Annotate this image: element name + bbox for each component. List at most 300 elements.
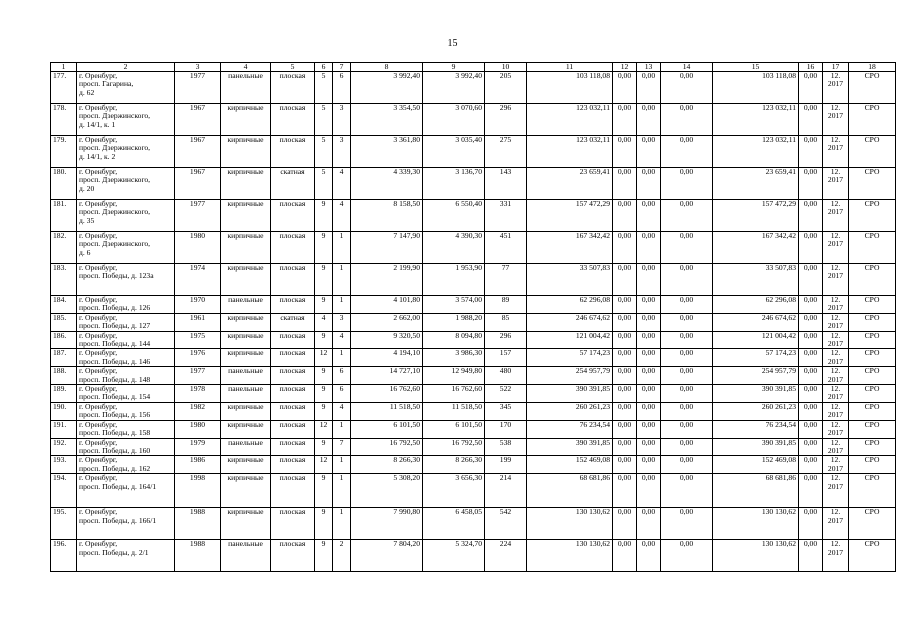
col13-cell: 0,00 bbox=[637, 136, 661, 168]
residents-cell: 538 bbox=[485, 438, 527, 456]
year-cell: 1967 bbox=[175, 104, 221, 136]
col13-cell: 0,00 bbox=[637, 508, 661, 540]
residents-cell: 199 bbox=[485, 456, 527, 474]
col12-cell: 0,00 bbox=[613, 456, 637, 474]
address-line: г. Оренбург, bbox=[79, 539, 118, 549]
address-line: просп. Победы, д. 154 bbox=[79, 392, 151, 402]
col13-cell: 0,00 bbox=[637, 168, 661, 200]
col13-cell: 0,00 bbox=[637, 385, 661, 403]
method-cell: СРО bbox=[849, 367, 896, 385]
col12-cell: 0,00 bbox=[613, 474, 637, 508]
entrances-cell: 4 bbox=[333, 168, 351, 200]
col14-cell: 0,00 bbox=[661, 104, 713, 136]
residents-cell: 345 bbox=[485, 402, 527, 420]
table-body bbox=[51, 72, 896, 572]
roof-type-cell: плоская bbox=[271, 72, 315, 104]
living-area-cell: 16 762,60 bbox=[423, 385, 485, 403]
address-line: д. 35 bbox=[79, 215, 95, 225]
residents-cell: 85 bbox=[485, 313, 527, 331]
row-number-cell: 180. bbox=[51, 168, 77, 200]
address-line: просп. Победы, д. 123а bbox=[79, 271, 154, 281]
column-number-header-row bbox=[51, 63, 896, 72]
completion-term-line: 2017 bbox=[827, 175, 844, 185]
address-line: г. Оренбург, bbox=[79, 135, 118, 144]
year-cell: 1975 bbox=[175, 331, 221, 349]
year-cell: 1977 bbox=[175, 200, 221, 232]
completion-term-cell bbox=[823, 104, 849, 136]
col16-cell: 0,00 bbox=[799, 331, 823, 349]
total-cost-cell: 167 342,42 bbox=[527, 232, 613, 264]
total-area-cell: 5 308,20 bbox=[351, 474, 423, 508]
col13-cell: 0,00 bbox=[637, 200, 661, 232]
table-row bbox=[51, 296, 896, 314]
total-area-cell: 9 320,50 bbox=[351, 331, 423, 349]
wall-material-cell: кирпичные bbox=[221, 104, 271, 136]
method-cell: СРО bbox=[849, 296, 896, 314]
address-line: г. Оренбург, bbox=[79, 199, 118, 208]
address-cell bbox=[77, 200, 175, 232]
entrances-cell: 1 bbox=[333, 232, 351, 264]
completion-term-line: 2017 bbox=[827, 481, 844, 491]
col15-cell: 130 130,62 bbox=[713, 540, 799, 572]
table-row bbox=[51, 420, 896, 438]
completion-term-line: 2017 bbox=[827, 207, 844, 217]
completion-term-line: 12. bbox=[830, 420, 841, 429]
row-number-cell: 179. bbox=[51, 136, 77, 168]
row-number-cell: 196. bbox=[51, 540, 77, 572]
address-cell bbox=[77, 540, 175, 572]
col12-cell: 0,00 bbox=[613, 72, 637, 104]
col16-cell: 0,00 bbox=[799, 313, 823, 331]
completion-term-line: 12. bbox=[830, 507, 841, 517]
completion-term-line: 12. bbox=[830, 384, 841, 394]
col16-cell: 0,00 bbox=[799, 104, 823, 136]
completion-term-line: 2017 bbox=[827, 374, 844, 384]
roof-type-cell: плоская bbox=[271, 402, 315, 420]
wall-material-cell: панельные bbox=[221, 367, 271, 385]
completion-term-line: 2017 bbox=[827, 356, 844, 366]
completion-term-cell bbox=[823, 456, 849, 474]
completion-term-line: 2017 bbox=[827, 445, 844, 455]
col12-cell: 0,00 bbox=[613, 385, 637, 403]
completion-term-line: 12. bbox=[830, 231, 841, 240]
total-area-cell: 3 354,50 bbox=[351, 104, 423, 136]
completion-term-line: 2017 bbox=[827, 111, 844, 121]
entrances-cell: 7 bbox=[333, 438, 351, 456]
col12-cell: 0,00 bbox=[613, 136, 637, 168]
total-cost-cell: 130 130,62 bbox=[527, 540, 613, 572]
address-line: просп. Победы, д. 164/1 bbox=[79, 481, 157, 491]
floors-cell: 9 bbox=[315, 508, 333, 540]
completion-term-line: 2017 bbox=[827, 143, 844, 153]
year-cell: 1977 bbox=[175, 367, 221, 385]
wall-material-cell: кирпичные bbox=[221, 264, 271, 296]
completion-term-line: 12. bbox=[830, 263, 841, 272]
address-line: просп. Победы, д. 166/1 bbox=[79, 515, 157, 525]
method-cell: СРО bbox=[849, 385, 896, 403]
living-area-cell: 5 324,70 bbox=[423, 540, 485, 572]
row-number-cell: 189. bbox=[51, 385, 77, 403]
column-number-header: 12 bbox=[613, 63, 637, 72]
col13-cell: 0,00 bbox=[637, 438, 661, 456]
method-cell: СРО bbox=[849, 313, 896, 331]
total-area-cell: 4 339,30 bbox=[351, 168, 423, 200]
table-row bbox=[51, 200, 896, 232]
address-line: просп. Победы, д. 160 bbox=[79, 445, 151, 455]
floors-cell: 9 bbox=[315, 296, 333, 314]
col16-cell: 0,00 bbox=[799, 168, 823, 200]
wall-material-cell: кирпичные bbox=[221, 313, 271, 331]
floors-cell: 9 bbox=[315, 540, 333, 572]
completion-term-cell bbox=[823, 313, 849, 331]
wall-material-cell: кирпичные bbox=[221, 508, 271, 540]
completion-term-line: 12. bbox=[830, 331, 841, 340]
col16-cell: 0,00 bbox=[799, 349, 823, 367]
address-line: просп. Победы, д. 127 bbox=[79, 321, 151, 331]
completion-term-cell bbox=[823, 331, 849, 349]
year-cell: 1982 bbox=[175, 402, 221, 420]
row-number-cell: 186. bbox=[51, 331, 77, 349]
roof-type-cell: плоская bbox=[271, 367, 315, 385]
col14-cell: 0,00 bbox=[661, 72, 713, 104]
floors-cell: 5 bbox=[315, 104, 333, 136]
floors-cell: 12 bbox=[315, 456, 333, 474]
address-line: г. Оренбург, bbox=[79, 231, 118, 240]
wall-material-cell: панельные bbox=[221, 438, 271, 456]
floors-cell: 5 bbox=[315, 72, 333, 104]
address-cell bbox=[77, 104, 175, 136]
total-area-cell: 6 101,50 bbox=[351, 420, 423, 438]
roof-type-cell: плоская bbox=[271, 474, 315, 508]
living-area-cell: 11 518,50 bbox=[423, 402, 485, 420]
column-number-header: 17 bbox=[823, 63, 849, 72]
col13-cell: 0,00 bbox=[637, 104, 661, 136]
wall-material-cell: кирпичные bbox=[221, 420, 271, 438]
total-cost-cell: 130 130,62 bbox=[527, 508, 613, 540]
col16-cell: 0,00 bbox=[799, 420, 823, 438]
col13-cell: 0,00 bbox=[637, 296, 661, 314]
entrances-cell: 1 bbox=[333, 456, 351, 474]
completion-term-cell bbox=[823, 200, 849, 232]
column-number-header: 3 bbox=[175, 63, 221, 72]
completion-term-line: 2017 bbox=[827, 303, 844, 313]
roof-type-cell: плоская bbox=[271, 296, 315, 314]
col15-cell: 123 032,11 bbox=[713, 136, 799, 168]
col16-cell: 0,00 bbox=[799, 200, 823, 232]
completion-term-cell bbox=[823, 349, 849, 367]
address-line: просп. Победы, д. 156 bbox=[79, 410, 151, 420]
method-cell: СРО bbox=[849, 168, 896, 200]
col12-cell: 0,00 bbox=[613, 168, 637, 200]
address-cell bbox=[77, 296, 175, 314]
completion-term-line: 2017 bbox=[827, 410, 844, 420]
living-area-cell: 3 656,30 bbox=[423, 474, 485, 508]
col12-cell: 0,00 bbox=[613, 296, 637, 314]
residents-cell: 451 bbox=[485, 232, 527, 264]
table-row bbox=[51, 168, 896, 200]
total-area-cell: 2 199,90 bbox=[351, 264, 423, 296]
address-line: д. 14/1, к. 2 bbox=[79, 151, 116, 161]
total-area-cell: 11 518,50 bbox=[351, 402, 423, 420]
row-number-cell: 181. bbox=[51, 200, 77, 232]
row-number-cell: 183. bbox=[51, 264, 77, 296]
column-number-header: 7 bbox=[333, 63, 351, 72]
roof-type-cell: плоская bbox=[271, 456, 315, 474]
residents-cell: 157 bbox=[485, 349, 527, 367]
living-area-cell: 8 094,80 bbox=[423, 331, 485, 349]
total-cost-cell: 121 004,42 bbox=[527, 331, 613, 349]
address-cell bbox=[77, 232, 175, 264]
address-line: г. Оренбург, bbox=[79, 438, 118, 447]
address-line: г. Оренбург, bbox=[79, 313, 118, 322]
col13-cell: 0,00 bbox=[637, 540, 661, 572]
residents-cell: 224 bbox=[485, 540, 527, 572]
method-cell: СРО bbox=[849, 456, 896, 474]
completion-term-cell bbox=[823, 420, 849, 438]
col15-cell: 152 469,08 bbox=[713, 456, 799, 474]
wall-material-cell: кирпичные bbox=[221, 136, 271, 168]
completion-term-line: 12. bbox=[830, 402, 841, 411]
residents-cell: 205 bbox=[485, 72, 527, 104]
method-cell: СРО bbox=[849, 104, 896, 136]
address-line: г. Оренбург, bbox=[79, 263, 118, 272]
wall-material-cell: кирпичные bbox=[221, 232, 271, 264]
completion-term-line: 2017 bbox=[827, 321, 844, 331]
floors-cell: 9 bbox=[315, 402, 333, 420]
method-cell: СРО bbox=[849, 232, 896, 264]
floors-cell: 9 bbox=[315, 385, 333, 403]
address-cell bbox=[77, 456, 175, 474]
col12-cell: 0,00 bbox=[613, 540, 637, 572]
completion-term-line: 2017 bbox=[827, 239, 844, 249]
wall-material-cell: панельные bbox=[221, 72, 271, 104]
method-cell: СРО bbox=[849, 508, 896, 540]
row-number-cell: 190. bbox=[51, 402, 77, 420]
completion-term-cell bbox=[823, 385, 849, 403]
wall-material-cell: кирпичные bbox=[221, 168, 271, 200]
col15-cell: 62 296,08 bbox=[713, 296, 799, 314]
roof-type-cell: скатная bbox=[271, 313, 315, 331]
col12-cell: 0,00 bbox=[613, 508, 637, 540]
address-line: просп. Дзержинского, bbox=[79, 207, 151, 217]
total-area-cell: 3 992,40 bbox=[351, 72, 423, 104]
col12-cell: 0,00 bbox=[613, 349, 637, 367]
address-line: просп. Победы, д. 158 bbox=[79, 428, 151, 438]
entrances-cell: 3 bbox=[333, 313, 351, 331]
completion-term-cell bbox=[823, 168, 849, 200]
year-cell: 1967 bbox=[175, 168, 221, 200]
roof-type-cell: плоская bbox=[271, 200, 315, 232]
col14-cell: 0,00 bbox=[661, 456, 713, 474]
method-cell: СРО bbox=[849, 474, 896, 508]
completion-term-cell bbox=[823, 474, 849, 508]
col16-cell: 0,00 bbox=[799, 264, 823, 296]
total-area-cell: 7 147,90 bbox=[351, 232, 423, 264]
table-row bbox=[51, 104, 896, 136]
address-line: просп. Гагарина, bbox=[79, 79, 134, 89]
year-cell: 1998 bbox=[175, 474, 221, 508]
total-cost-cell: 390 391,85 bbox=[527, 438, 613, 456]
row-number-cell: 193. bbox=[51, 456, 77, 474]
col15-cell: 130 130,62 bbox=[713, 508, 799, 540]
year-cell: 1979 bbox=[175, 438, 221, 456]
residents-cell: 275 bbox=[485, 136, 527, 168]
total-cost-cell: 254 957,79 bbox=[527, 367, 613, 385]
col14-cell: 0,00 bbox=[661, 474, 713, 508]
total-area-cell: 14 727,10 bbox=[351, 367, 423, 385]
address-line: просп. Дзержинского, bbox=[79, 175, 151, 185]
entrances-cell: 3 bbox=[333, 104, 351, 136]
entrances-cell: 6 bbox=[333, 72, 351, 104]
col15-cell: 157 472,29 bbox=[713, 200, 799, 232]
table-row bbox=[51, 136, 896, 168]
col16-cell: 0,00 bbox=[799, 540, 823, 572]
address-cell bbox=[77, 331, 175, 349]
address-cell bbox=[77, 508, 175, 540]
completion-term-cell bbox=[823, 367, 849, 385]
col16-cell: 0,00 bbox=[799, 296, 823, 314]
completion-term-line: 12. bbox=[830, 455, 841, 465]
total-cost-cell: 123 032,11 bbox=[527, 136, 613, 168]
total-area-cell: 8 266,30 bbox=[351, 456, 423, 474]
residents-cell: 170 bbox=[485, 420, 527, 438]
address-line: просп. Дзержинского, bbox=[79, 143, 151, 153]
col13-cell: 0,00 bbox=[637, 349, 661, 367]
residents-cell: 296 bbox=[485, 104, 527, 136]
total-cost-cell: 123 032,11 bbox=[527, 104, 613, 136]
living-area-cell: 6 550,40 bbox=[423, 200, 485, 232]
col13-cell: 0,00 bbox=[637, 367, 661, 385]
method-cell: СРО bbox=[849, 72, 896, 104]
col13-cell: 0,00 bbox=[637, 474, 661, 508]
roof-type-cell: скатная bbox=[271, 168, 315, 200]
completion-term-line: 2017 bbox=[827, 428, 844, 438]
address-line: г. Оренбург, bbox=[79, 331, 118, 340]
wall-material-cell: кирпичные bbox=[221, 349, 271, 367]
roof-type-cell: плоская bbox=[271, 264, 315, 296]
completion-term-cell bbox=[823, 296, 849, 314]
method-cell: СРО bbox=[849, 136, 896, 168]
address-cell bbox=[77, 264, 175, 296]
total-area-cell: 8 158,50 bbox=[351, 200, 423, 232]
row-number-cell: 195. bbox=[51, 508, 77, 540]
col14-cell: 0,00 bbox=[661, 296, 713, 314]
completion-term-cell bbox=[823, 264, 849, 296]
completion-term-line: 12. bbox=[830, 135, 841, 144]
floors-cell: 9 bbox=[315, 367, 333, 385]
col15-cell: 23 659,41 bbox=[713, 168, 799, 200]
completion-term-line: 2017 bbox=[827, 79, 844, 89]
completion-term-line: 12. bbox=[830, 313, 841, 322]
col16-cell: 0,00 bbox=[799, 385, 823, 403]
entrances-cell: 2 bbox=[333, 540, 351, 572]
total-area-cell: 2 662,00 bbox=[351, 313, 423, 331]
year-cell: 1980 bbox=[175, 232, 221, 264]
col16-cell: 0,00 bbox=[799, 508, 823, 540]
table-row bbox=[51, 367, 896, 385]
completion-term-line: 12. bbox=[830, 167, 841, 176]
completion-term-cell bbox=[823, 136, 849, 168]
floors-cell: 9 bbox=[315, 264, 333, 296]
total-cost-cell: 23 659,41 bbox=[527, 168, 613, 200]
column-number-header: 1 bbox=[51, 63, 77, 72]
entrances-cell: 3 bbox=[333, 136, 351, 168]
total-area-cell: 3 361,80 bbox=[351, 136, 423, 168]
col12-cell: 0,00 bbox=[613, 438, 637, 456]
completion-term-line: 12. bbox=[830, 348, 841, 358]
address-line: просп. Дзержинского, bbox=[79, 239, 151, 249]
table-row bbox=[51, 456, 896, 474]
floors-cell: 5 bbox=[315, 168, 333, 200]
floors-cell: 9 bbox=[315, 474, 333, 508]
col15-cell: 103 118,08 bbox=[713, 72, 799, 104]
entrances-cell: 6 bbox=[333, 385, 351, 403]
col12-cell: 0,00 bbox=[613, 232, 637, 264]
roof-type-cell: плоская bbox=[271, 331, 315, 349]
roof-type-cell: плоская bbox=[271, 508, 315, 540]
living-area-cell: 16 792,50 bbox=[423, 438, 485, 456]
completion-term-line: 2017 bbox=[827, 392, 844, 402]
completion-term-line: 12. bbox=[830, 295, 841, 304]
col13-cell: 0,00 bbox=[637, 72, 661, 104]
col13-cell: 0,00 bbox=[637, 232, 661, 264]
method-cell: СРО bbox=[849, 438, 896, 456]
col13-cell: 0,00 bbox=[637, 420, 661, 438]
address-cell bbox=[77, 168, 175, 200]
year-cell: 1967 bbox=[175, 136, 221, 168]
total-cost-cell: 260 261,23 bbox=[527, 402, 613, 420]
table-row bbox=[51, 349, 896, 367]
address-line: д. 14/1, к. 1 bbox=[79, 119, 116, 129]
completion-term-cell bbox=[823, 540, 849, 572]
col15-cell: 76 234,54 bbox=[713, 420, 799, 438]
completion-term-line: 12. bbox=[830, 71, 841, 80]
entrances-cell: 4 bbox=[333, 402, 351, 420]
address-line: г. Оренбург, bbox=[79, 295, 118, 304]
column-number-header: 18 bbox=[849, 63, 896, 72]
col12-cell: 0,00 bbox=[613, 420, 637, 438]
wall-material-cell: кирпичные bbox=[221, 474, 271, 508]
roof-type-cell: плоская bbox=[271, 438, 315, 456]
total-area-cell: 16 762,60 bbox=[351, 385, 423, 403]
address-cell bbox=[77, 313, 175, 331]
completion-term-line: 12. bbox=[830, 366, 841, 376]
address-line: г. Оренбург, bbox=[79, 71, 118, 80]
row-number-cell: 178. bbox=[51, 104, 77, 136]
year-cell: 1986 bbox=[175, 456, 221, 474]
completion-term-cell bbox=[823, 438, 849, 456]
table-row bbox=[51, 232, 896, 264]
residents-cell: 214 bbox=[485, 474, 527, 508]
living-area-cell: 1 953,90 bbox=[423, 264, 485, 296]
residents-cell: 522 bbox=[485, 385, 527, 403]
roof-type-cell: плоская bbox=[271, 349, 315, 367]
col12-cell: 0,00 bbox=[613, 200, 637, 232]
residents-cell: 143 bbox=[485, 168, 527, 200]
col14-cell: 0,00 bbox=[661, 385, 713, 403]
entrances-cell: 1 bbox=[333, 264, 351, 296]
method-cell: СРО bbox=[849, 264, 896, 296]
col12-cell: 0,00 bbox=[613, 313, 637, 331]
address-line: просп. Победы, д. 2/1 bbox=[79, 547, 149, 557]
method-cell: СРО bbox=[849, 402, 896, 420]
method-cell: СРО bbox=[849, 540, 896, 572]
address-cell bbox=[77, 438, 175, 456]
address-line: г. Оренбург, bbox=[79, 348, 118, 358]
method-cell: СРО bbox=[849, 331, 896, 349]
address-line: просп. Победы, д. 146 bbox=[79, 356, 151, 366]
completion-term-line: 12. bbox=[830, 103, 841, 112]
